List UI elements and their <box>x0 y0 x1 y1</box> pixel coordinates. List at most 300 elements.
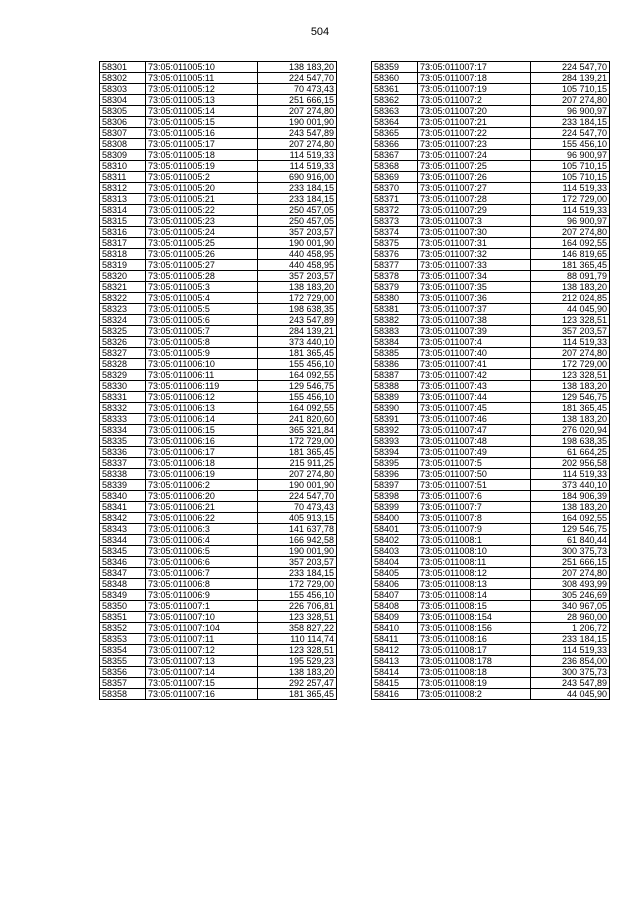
row-number-cell: 58414 <box>372 667 418 678</box>
value-cell: 70 473,43 <box>258 502 337 513</box>
row-number-cell: 58394 <box>372 447 418 458</box>
table-row <box>100 414 337 425</box>
cadastral-number-cell: 73:05:011005:16 <box>146 128 258 139</box>
cadastral-number-cell: 73:05:011007:9 <box>418 524 531 535</box>
cadastral-number-cell: 73:05:011007:1 <box>146 601 258 612</box>
row-number-cell: 58389 <box>372 392 418 403</box>
table-row <box>100 579 337 590</box>
table-row <box>100 480 337 491</box>
row-number-cell: 58407 <box>372 590 418 601</box>
row-number-cell: 58354 <box>100 645 146 656</box>
row-number-cell: 58330 <box>100 381 146 392</box>
value-cell: 308 493,99 <box>531 579 610 590</box>
value-cell: 105 710,15 <box>531 172 610 183</box>
cadastral-number-cell: 73:05:011008:19 <box>418 678 531 689</box>
value-cell: 207 274,80 <box>531 348 610 359</box>
table-row <box>372 205 610 216</box>
value-cell: 243 547,89 <box>531 678 610 689</box>
row-number-cell: 58376 <box>372 249 418 260</box>
value-cell: 207 274,80 <box>258 106 337 117</box>
value-cell: 110 114,74 <box>258 634 337 645</box>
value-cell: 357 203,57 <box>258 557 337 568</box>
table-row <box>372 458 610 469</box>
table-row <box>100 205 337 216</box>
value-cell: 184 906,39 <box>531 491 610 502</box>
cadastral-number-cell: 73:05:011007:50 <box>418 469 531 480</box>
cadastral-number-cell: 73:05:011006:119 <box>146 381 258 392</box>
row-number-cell: 58319 <box>100 260 146 271</box>
row-number-cell: 58305 <box>100 106 146 117</box>
row-number-cell: 58335 <box>100 436 146 447</box>
table-row <box>372 656 610 667</box>
value-cell: 123 328,51 <box>531 315 610 326</box>
table-row <box>100 271 337 282</box>
value-cell: 340 967,05 <box>531 601 610 612</box>
table-row <box>100 348 337 359</box>
row-number-cell: 58323 <box>100 304 146 315</box>
row-number-cell: 58413 <box>372 656 418 667</box>
table-row <box>372 689 610 700</box>
cadastral-number-cell: 73:05:011006:3 <box>146 524 258 535</box>
value-cell: 155 456,10 <box>258 392 337 403</box>
row-number-cell: 58346 <box>100 557 146 568</box>
table-row <box>372 337 610 348</box>
value-cell: 224 547,70 <box>258 73 337 84</box>
value-cell: 251 666,15 <box>258 95 337 106</box>
table-row <box>100 612 337 623</box>
value-cell: 207 274,80 <box>531 95 610 106</box>
table-row <box>100 436 337 447</box>
row-number-cell: 58367 <box>372 150 418 161</box>
row-number-cell: 58380 <box>372 293 418 304</box>
row-number-cell: 58373 <box>372 216 418 227</box>
value-cell: 365 321,84 <box>258 425 337 436</box>
table-row <box>372 172 610 183</box>
cadastral-number-cell: 73:05:011007:14 <box>146 667 258 678</box>
row-number-cell: 58400 <box>372 513 418 524</box>
cadastral-number-cell: 73:05:011007:45 <box>418 403 531 414</box>
table-row <box>372 414 610 425</box>
row-number-cell: 58374 <box>372 227 418 238</box>
value-cell: 164 092,55 <box>258 370 337 381</box>
row-number-cell: 58309 <box>100 150 146 161</box>
row-number-cell: 58361 <box>372 84 418 95</box>
value-cell: 405 913,15 <box>258 513 337 524</box>
table-row <box>372 634 610 645</box>
table-row <box>100 425 337 436</box>
table-row <box>372 645 610 656</box>
table-row <box>100 73 337 84</box>
value-cell: 164 092,55 <box>531 238 610 249</box>
row-number-cell: 58333 <box>100 414 146 425</box>
table-row <box>372 392 610 403</box>
cadastral-number-cell: 73:05:011007:31 <box>418 238 531 249</box>
row-number-cell: 58390 <box>372 403 418 414</box>
table-row <box>372 557 610 568</box>
table-row <box>100 656 337 667</box>
row-number-cell: 58329 <box>100 370 146 381</box>
row-number-cell: 58395 <box>372 458 418 469</box>
table-row <box>100 238 337 249</box>
value-cell: 172 729,00 <box>258 579 337 590</box>
cadastral-number-cell: 73:05:011008:18 <box>418 667 531 678</box>
value-cell: 357 203,57 <box>258 227 337 238</box>
table-row <box>100 150 337 161</box>
row-number-cell: 58349 <box>100 590 146 601</box>
cadastral-number-cell: 73:05:011006:2 <box>146 480 258 491</box>
value-cell: 207 274,80 <box>531 227 610 238</box>
cadastral-number-cell: 73:05:011008:10 <box>418 546 531 557</box>
cadastral-number-cell: 73:05:011007:46 <box>418 414 531 425</box>
row-number-cell: 58345 <box>100 546 146 557</box>
cadastral-number-cell: 73:05:011008:154 <box>418 612 531 623</box>
value-cell: 195 529,23 <box>258 656 337 667</box>
row-number-cell: 58311 <box>100 172 146 183</box>
value-cell: 207 274,80 <box>258 469 337 480</box>
row-number-cell: 58399 <box>372 502 418 513</box>
value-cell: 224 547,70 <box>258 491 337 502</box>
row-number-cell: 58379 <box>372 282 418 293</box>
value-cell: 114 519,33 <box>531 645 610 656</box>
row-number-cell: 58386 <box>372 359 418 370</box>
row-number-cell: 58383 <box>372 326 418 337</box>
cadastral-number-cell: 73:05:011007:47 <box>418 425 531 436</box>
row-number-cell: 58337 <box>100 458 146 469</box>
value-cell: 690 916,00 <box>258 172 337 183</box>
value-cell: 123 328,51 <box>258 645 337 656</box>
table-row <box>100 282 337 293</box>
row-number-cell: 58306 <box>100 117 146 128</box>
table-row <box>100 623 337 634</box>
cadastral-number-cell: 73:05:011007:8 <box>418 513 531 524</box>
table-row <box>372 216 610 227</box>
value-cell: 172 729,00 <box>258 436 337 447</box>
value-cell: 212 024,85 <box>531 293 610 304</box>
row-number-cell: 58398 <box>372 491 418 502</box>
row-number-cell: 58347 <box>100 568 146 579</box>
row-number-cell: 58339 <box>100 480 146 491</box>
table-row <box>372 623 610 634</box>
cadastral-number-cell: 73:05:011007:20 <box>418 106 531 117</box>
row-number-cell: 58344 <box>100 535 146 546</box>
cadastral-number-cell: 73:05:011006:19 <box>146 469 258 480</box>
value-cell: 129 546,75 <box>531 392 610 403</box>
row-number-cell: 58301 <box>100 62 146 73</box>
row-number-cell: 58340 <box>100 491 146 502</box>
cadastral-number-cell: 73:05:011007:42 <box>418 370 531 381</box>
cadastral-number-cell: 73:05:011007:17 <box>418 62 531 73</box>
table-row <box>100 458 337 469</box>
table-row <box>100 403 337 414</box>
table-row <box>100 590 337 601</box>
table-row <box>372 524 610 535</box>
table-row <box>372 403 610 414</box>
table-row <box>372 425 610 436</box>
table-row <box>100 359 337 370</box>
value-cell: 181 365,45 <box>531 260 610 271</box>
row-number-cell: 58357 <box>100 678 146 689</box>
cadastral-number-cell: 73:05:011007:36 <box>418 293 531 304</box>
table-row <box>100 293 337 304</box>
cadastral-number-cell: 73:05:011007:11 <box>146 634 258 645</box>
table-row <box>372 315 610 326</box>
value-cell: 146 819,65 <box>531 249 610 260</box>
cadastral-number-cell: 73:05:011007:21 <box>418 117 531 128</box>
cadastral-number-cell: 73:05:011005:21 <box>146 194 258 205</box>
value-cell: 305 246,69 <box>531 590 610 601</box>
table-row <box>372 667 610 678</box>
table-row <box>372 469 610 480</box>
cadastral-number-cell: 73:05:011008:12 <box>418 568 531 579</box>
row-number-cell: 58325 <box>100 326 146 337</box>
value-cell: 28 960,00 <box>531 612 610 623</box>
row-number-cell: 58382 <box>372 315 418 326</box>
cadastral-number-cell: 73:05:011007:2 <box>418 95 531 106</box>
table-row <box>372 678 610 689</box>
row-number-cell: 58406 <box>372 579 418 590</box>
table-row <box>372 304 610 315</box>
table-row <box>100 95 337 106</box>
row-number-cell: 58363 <box>372 106 418 117</box>
cadastral-number-cell: 73:05:011006:20 <box>146 491 258 502</box>
table-row <box>100 447 337 458</box>
row-number-cell: 58351 <box>100 612 146 623</box>
row-number-cell: 58403 <box>372 546 418 557</box>
value-cell: 96 900,97 <box>531 216 610 227</box>
value-cell: 243 547,89 <box>258 128 337 139</box>
table-row <box>372 480 610 491</box>
row-number-cell: 58303 <box>100 84 146 95</box>
value-cell: 129 546,75 <box>258 381 337 392</box>
value-cell: 44 045,90 <box>531 304 610 315</box>
row-number-cell: 58409 <box>372 612 418 623</box>
table-row <box>372 568 610 579</box>
cadastral-number-cell: 73:05:011005:17 <box>146 139 258 150</box>
table-row <box>100 546 337 557</box>
cadastral-number-cell: 73:05:011007:37 <box>418 304 531 315</box>
right-register-table <box>371 61 610 700</box>
value-cell: 215 911,25 <box>258 458 337 469</box>
cadastral-number-cell: 73:05:011005:8 <box>146 337 258 348</box>
cadastral-number-cell: 73:05:011007:7 <box>418 502 531 513</box>
value-cell: 202 956,58 <box>531 458 610 469</box>
value-cell: 233 184,15 <box>258 183 337 194</box>
value-cell: 190 001,90 <box>258 546 337 557</box>
row-number-cell: 58366 <box>372 139 418 150</box>
value-cell: 181 365,45 <box>258 447 337 458</box>
value-cell: 250 457,05 <box>258 205 337 216</box>
table-row <box>372 370 610 381</box>
row-number-cell: 58314 <box>100 205 146 216</box>
row-number-cell: 58384 <box>372 337 418 348</box>
cadastral-number-cell: 73:05:011005:18 <box>146 150 258 161</box>
value-cell: 172 729,00 <box>258 293 337 304</box>
table-row <box>100 370 337 381</box>
left-register-table <box>99 61 337 700</box>
cadastral-number-cell: 73:05:011005:26 <box>146 249 258 260</box>
cadastral-number-cell: 73:05:011006:22 <box>146 513 258 524</box>
table-row <box>100 172 337 183</box>
value-cell: 198 638,35 <box>258 304 337 315</box>
value-cell: 123 328,51 <box>258 612 337 623</box>
value-cell: 198 638,35 <box>531 436 610 447</box>
cadastral-number-cell: 73:05:011005:24 <box>146 227 258 238</box>
table-row <box>100 304 337 315</box>
row-number-cell: 58316 <box>100 227 146 238</box>
cadastral-number-cell: 73:05:011005:7 <box>146 326 258 337</box>
cadastral-number-cell: 73:05:011007:40 <box>418 348 531 359</box>
value-cell: 440 458,95 <box>258 249 337 260</box>
value-cell: 181 365,45 <box>258 689 337 700</box>
row-number-cell: 58396 <box>372 469 418 480</box>
value-cell: 88 091,79 <box>531 271 610 282</box>
cadastral-number-cell: 73:05:011007:49 <box>418 447 531 458</box>
table-row <box>372 282 610 293</box>
table-row <box>100 601 337 612</box>
cadastral-number-cell: 73:05:011008:2 <box>418 689 531 700</box>
cadastral-number-cell: 73:05:011007:28 <box>418 194 531 205</box>
table-row <box>100 62 337 73</box>
cadastral-number-cell: 73:05:011008:16 <box>418 634 531 645</box>
table-row <box>372 238 610 249</box>
cadastral-number-cell: 73:05:011007:30 <box>418 227 531 238</box>
value-cell: 358 827,22 <box>258 623 337 634</box>
table-row <box>100 645 337 656</box>
row-number-cell: 58360 <box>372 73 418 84</box>
value-cell: 224 547,70 <box>531 62 610 73</box>
table-row <box>372 194 610 205</box>
value-cell: 233 184,15 <box>531 634 610 645</box>
table-row <box>100 392 337 403</box>
cadastral-number-cell: 73:05:011007:43 <box>418 381 531 392</box>
cadastral-number-cell: 73:05:011006:14 <box>146 414 258 425</box>
row-number-cell: 58327 <box>100 348 146 359</box>
row-number-cell: 58307 <box>100 128 146 139</box>
value-cell: 172 729,00 <box>531 194 610 205</box>
table-row <box>100 337 337 348</box>
row-number-cell: 58313 <box>100 194 146 205</box>
value-cell: 166 942,58 <box>258 535 337 546</box>
table-row <box>100 326 337 337</box>
row-number-cell: 58415 <box>372 678 418 689</box>
cadastral-number-cell: 73:05:011005:19 <box>146 161 258 172</box>
row-number-cell: 58310 <box>100 161 146 172</box>
value-cell: 300 375,73 <box>531 667 610 678</box>
row-number-cell: 58385 <box>372 348 418 359</box>
table-row <box>372 579 610 590</box>
cadastral-number-cell: 73:05:011007:44 <box>418 392 531 403</box>
row-number-cell: 58405 <box>372 568 418 579</box>
cadastral-number-cell: 73:05:011007:15 <box>146 678 258 689</box>
value-cell: 105 710,15 <box>531 84 610 95</box>
row-number-cell: 58328 <box>100 359 146 370</box>
table-row <box>372 227 610 238</box>
cadastral-number-cell: 73:05:011008:178 <box>418 656 531 667</box>
cadastral-number-cell: 73:05:011007:48 <box>418 436 531 447</box>
row-number-cell: 58416 <box>372 689 418 700</box>
cadastral-number-cell: 73:05:011005:12 <box>146 84 258 95</box>
cadastral-number-cell: 73:05:011008:11 <box>418 557 531 568</box>
value-cell: 276 020,94 <box>531 425 610 436</box>
value-cell: 141 637,78 <box>258 524 337 535</box>
table-row <box>372 117 610 128</box>
cadastral-number-cell: 73:05:011005:9 <box>146 348 258 359</box>
value-cell: 251 666,15 <box>531 557 610 568</box>
table-row <box>372 590 610 601</box>
cadastral-number-cell: 73:05:011007:33 <box>418 260 531 271</box>
cadastral-number-cell: 73:05:011007:4 <box>418 337 531 348</box>
row-number-cell: 58334 <box>100 425 146 436</box>
cadastral-number-cell: 73:05:011007:26 <box>418 172 531 183</box>
value-cell: 44 045,90 <box>531 689 610 700</box>
cadastral-number-cell: 73:05:011006:16 <box>146 436 258 447</box>
value-cell: 123 328,51 <box>531 370 610 381</box>
value-cell: 233 184,15 <box>258 194 337 205</box>
value-cell: 300 375,73 <box>531 546 610 557</box>
table-row <box>372 535 610 546</box>
value-cell: 155 456,10 <box>258 359 337 370</box>
table-row <box>372 249 610 260</box>
cadastral-number-cell: 73:05:011007:27 <box>418 183 531 194</box>
value-cell: 138 183,20 <box>531 502 610 513</box>
value-cell: 233 184,15 <box>258 568 337 579</box>
value-cell: 190 001,90 <box>258 238 337 249</box>
table-row <box>100 678 337 689</box>
cadastral-number-cell: 73:05:011008:156 <box>418 623 531 634</box>
cadastral-number-cell: 73:05:011008:17 <box>418 645 531 656</box>
cadastral-number-cell: 73:05:011007:10 <box>146 612 258 623</box>
row-number-cell: 58352 <box>100 623 146 634</box>
table-row <box>372 612 610 623</box>
value-cell: 190 001,90 <box>258 117 337 128</box>
cadastral-number-cell: 73:05:011005:20 <box>146 183 258 194</box>
row-number-cell: 58397 <box>372 480 418 491</box>
table-row <box>372 260 610 271</box>
cadastral-number-cell: 73:05:011007:13 <box>146 656 258 667</box>
cadastral-number-cell: 73:05:011007:18 <box>418 73 531 84</box>
cadastral-number-cell: 73:05:011007:3 <box>418 216 531 227</box>
value-cell: 236 854,00 <box>531 656 610 667</box>
table-row <box>100 117 337 128</box>
table-row <box>372 326 610 337</box>
table-row <box>100 524 337 535</box>
row-number-cell: 58377 <box>372 260 418 271</box>
cadastral-number-cell: 73:05:011007:25 <box>418 161 531 172</box>
table-row <box>372 161 610 172</box>
table-row <box>372 502 610 513</box>
row-number-cell: 58356 <box>100 667 146 678</box>
cadastral-number-cell: 73:05:011007:6 <box>418 491 531 502</box>
value-cell: 96 900,97 <box>531 106 610 117</box>
value-cell: 207 274,80 <box>531 568 610 579</box>
value-cell: 114 519,33 <box>258 161 337 172</box>
row-number-cell: 58378 <box>372 271 418 282</box>
row-number-cell: 58388 <box>372 381 418 392</box>
row-number-cell: 58365 <box>372 128 418 139</box>
row-number-cell: 58368 <box>372 161 418 172</box>
row-number-cell: 58391 <box>372 414 418 425</box>
row-number-cell: 58370 <box>372 183 418 194</box>
cadastral-number-cell: 73:05:011007:24 <box>418 150 531 161</box>
cadastral-number-cell: 73:05:011007:39 <box>418 326 531 337</box>
table-row <box>100 216 337 227</box>
table-row <box>100 315 337 326</box>
right-table-body <box>372 62 610 700</box>
table-row <box>100 502 337 513</box>
table-row <box>372 106 610 117</box>
value-cell: 250 457,05 <box>258 216 337 227</box>
row-number-cell: 58350 <box>100 601 146 612</box>
